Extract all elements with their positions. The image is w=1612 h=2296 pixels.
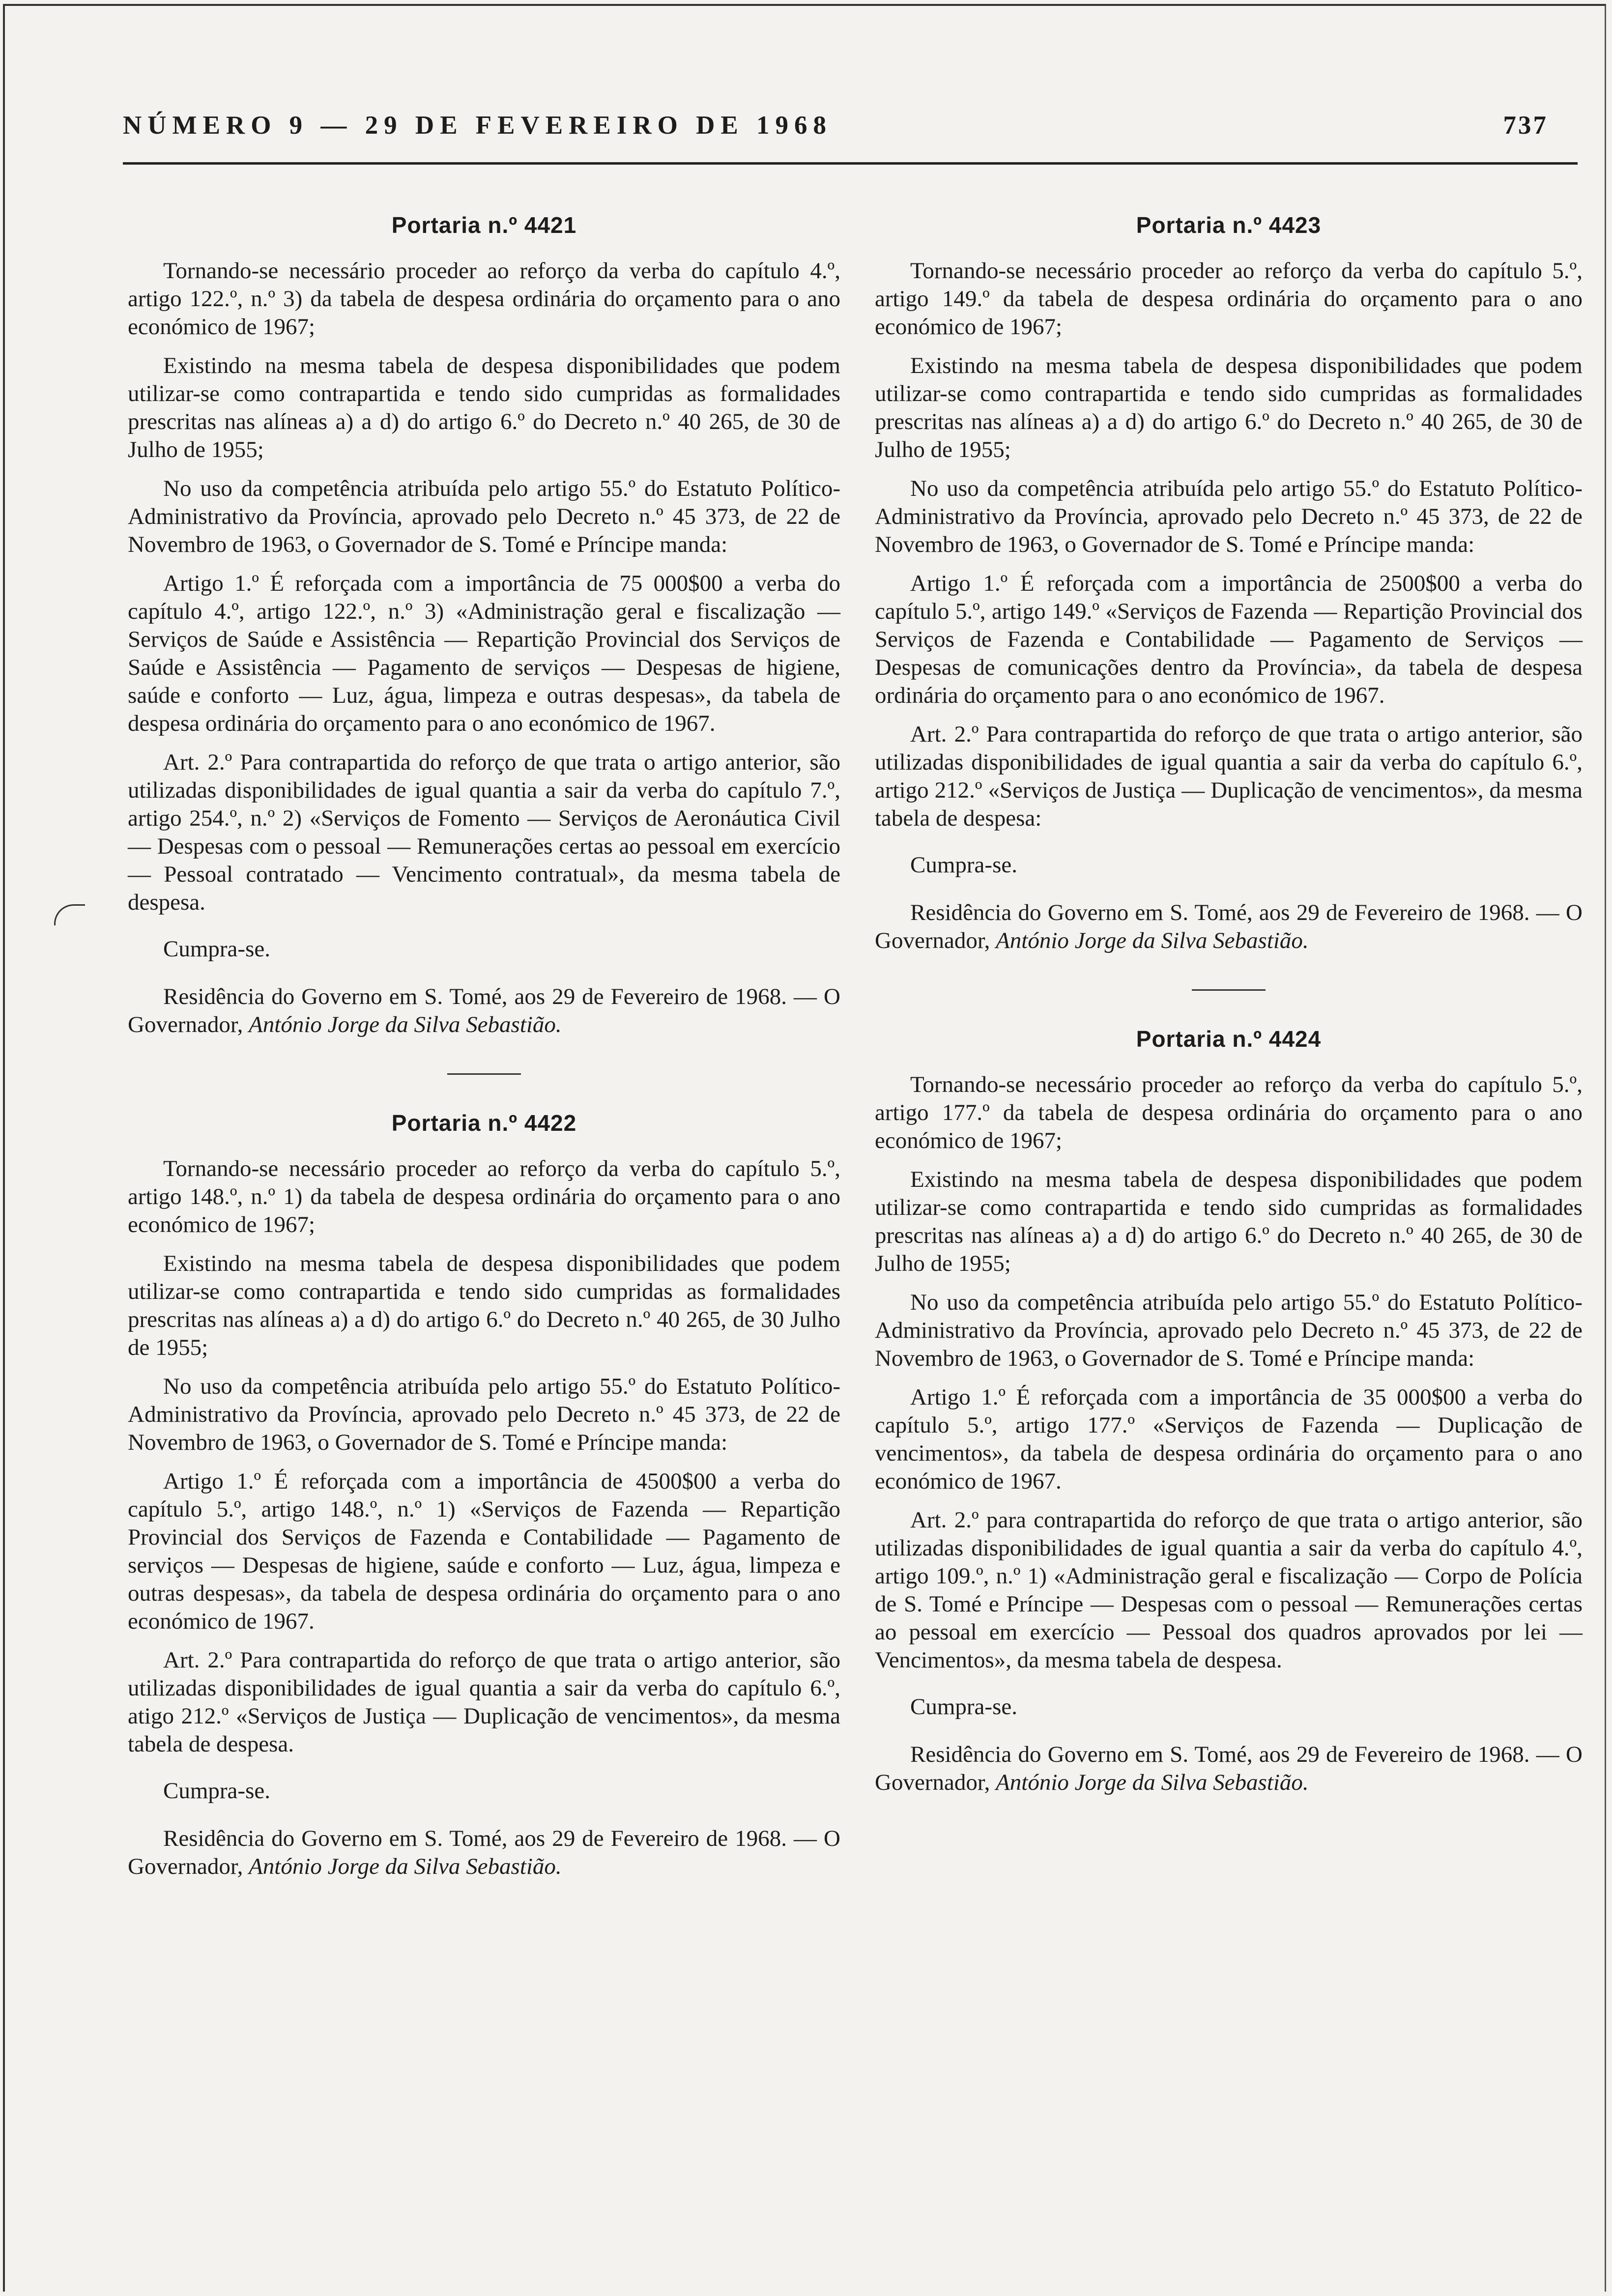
paragraph: Existindo na mesma tabela de despesa disponibilidades que podem utilizar-se como contrapartida e tendo sido cumpridas as formalidades prescritas nas alíneas a) a d) do artigo 6.º do Decreto n.º 40 265, de 30 Julho de 1955;: [128, 1251, 840, 1360]
paragraph: Existindo na mesma tabela de despesa disponibilidades que podem utilizar-se como contrapartida e tendo sido cumpridas as formalidades prescritas nas alíneas a) a d) do artigo 6.º do Decreto n.º 40 265, de 30 de Julho de 1955;: [875, 353, 1583, 462]
portaria-heading: Portaria n.º 4422: [391, 1110, 577, 1136]
paragraph: Artigo 1.º É reforçada com a importância de 4500$00 a verba do capítulo 5.º, artigo 148.º, n.º 1) «Serviços de Fazenda — Repartição Provincial dos Serviços de Fazenda e Contabilidade — Pagamento de serviços — Despesas de higiene, saúde e conforto — Luz, água, limpeza e outras despesas», da tabela de despesa ordinária do orçamento para o ano económico de 1967.: [128, 1468, 840, 1634]
portaria-4424: [875, 1025, 1583, 1797]
signature-line: [128, 983, 840, 1039]
paragraph: Tornando-se necessário proceder ao reforço da verba do capítulo 5.º, artigo 148.º, n.º 1) da tabela de despesa ordinária do orçamento para o ano económico de 1967;: [128, 1156, 840, 1237]
paragraph: Tornando-se necessário proceder ao reforço da verba do capítulo 5.º, artigo 177.º da tabela de despesa ordinária do orçamento para o ano económico de 1967;: [875, 1072, 1583, 1153]
signature-text: Residência do Governo em S. Tomé, aos 29 de Fevereiro de 1968. — O Governador,: [875, 900, 1583, 953]
page-header: [123, 111, 1548, 145]
portaria-heading: Portaria n.º 4424: [1136, 1026, 1322, 1052]
paragraph: No uso da competência atribuída pelo artigo 55.º do Estatuto Político-Administrativo da Província, aprovado pelo Decreto n.º 45 373, de 22 de Novembro de 1963, o Governador de S. Tomé e Príncipe manda:: [128, 476, 840, 557]
left-column: [128, 206, 840, 1881]
signature-line: [875, 899, 1583, 955]
cumpra-se: Cumpra-se.: [910, 852, 1017, 878]
paragraph: Existindo na mesma tabela de despesa disponibilidades que podem utilizar-se como contrapartida e tendo sido cumpridas as formalidades prescritas nas alíneas a) a d) do artigo 6.º do Decreto n.º 40 265, de 30 de Julho de 1955;: [128, 353, 840, 462]
paragraph: Tornando-se necessário proceder ao reforço da verba do capítulo 4.º, artigo 122.º, n.º 3) da tabela de despesa ordinária do orçamento para o ano económico de 1967;: [128, 258, 840, 340]
paragraph: No uso da competência atribuída pelo artigo 55.º do Estatuto Político-Administrativo da Província, aprovado pelo Decreto n.º 45 373, de 22 de Novembro de 1963, o Governador de S. Tomé e Príncipe manda:: [128, 1374, 840, 1455]
paragraph: Tornando-se necessário proceder ao reforço da verba do capítulo 5.º, artigo 149.º da tabela de despesa ordinária do orçamento para o ano económico de 1967;: [875, 258, 1583, 340]
portaria-heading: Portaria n.º 4421: [391, 212, 577, 238]
paragraph: Existindo na mesma tabela de despesa disponibilidades que podem utilizar-se como contrapartida e tendo sido cumpridas as formalidades prescritas nas alíneas a) a d) do artigo 6.º do Decreto n.º 40 265, de 30 de Julho de 1955;: [875, 1167, 1583, 1276]
cumpra-se: Cumpra-se.: [163, 936, 270, 962]
portaria-4421: [128, 211, 840, 1039]
signature-text: Residência do Governo em S. Tomé, aos 29 de Fevereiro de 1968. — O Governador,: [128, 984, 840, 1037]
paragraph: Art. 2.º Para contrapartida do reforço de que trata o artigo anterior, são utilizadas disponibilidades de igual quantia a sair da verba do capítulo 7.º, artigo 254.º, n.º 2) «Serviços de Fomento — Serviços de Aeronáutica Civil — Despesas com o pessoal — Remunerações certas ao pessoal em exercício — Pessoal contratado — Vencimento contratual», da mesma tabela de despesa.: [128, 749, 840, 915]
header-rule: [123, 162, 1578, 165]
signature-line: [128, 1825, 840, 1881]
section-separator: [447, 1073, 521, 1075]
section-separator: [1192, 989, 1266, 991]
paragraph: Artigo 1.º É reforçada com a importância de 2500$00 a verba do capítulo 5.º, artigo 149.º «Serviços de Fazenda — Repartição Provincial dos Serviços de Fazenda e Contabilidade — Pagamento de Serviços — Despesas de comunicações dentro da Província», da tabela de despesa ordinária do orçamento para o ano económico de 1967.: [875, 571, 1583, 708]
right-column: [875, 206, 1583, 1797]
paragraph: Art. 2.º Para contrapartida do reforço de que trata o artigo anterior, são utilizadas disponibilidades de igual quantia a sair da verba do capítulo 6.º, atigo 212.º «Serviços de Justiça — Duplicação de vencimentos», da mesma tabela de despesa.: [128, 1647, 840, 1757]
portaria-4422: [128, 1109, 840, 1881]
governor-name: António Jorge da Silva Sebastião.: [249, 1854, 562, 1879]
signature-line: [875, 1741, 1583, 1797]
paragraph: No uso da competência atribuída pelo artigo 55.º do Estatuto Político-Administrativo da Província, aprovado pelo Decreto n.º 45 373, de 22 de Novembro de 1963, o Governador de S. Tomé e Príncipe manda:: [875, 1290, 1583, 1371]
signature-text: Residência do Governo em S. Tomé, aos 29 de Fevereiro de 1968. — O Governador,: [128, 1826, 840, 1879]
paragraph: No uso da competência atribuída pelo artigo 55.º do Estatuto Político-Administrativo da Província, aprovado pelo Decreto n.º 45 373, de 22 de Novembro de 1963, o Governador de S. Tomé e Príncipe manda:: [875, 476, 1583, 557]
paragraph: Artigo 1.º É reforçada com a importância de 35 000$00 a verba do capítulo 5.º, artigo 177.º «Serviços de Fazenda — Duplicação de vencimentos», da tabela de despesa ordinária do orçamento para o ano económico de 1967.: [875, 1384, 1583, 1494]
portaria-4423: [875, 211, 1583, 955]
paragraph: Art. 2.º para contrapartida do reforço de que trata o artigo anterior, são utilizadas disponibilidades de igual quantia a sair da verba do capítulo 4.º, artigo 109.º, n.º 1) «Administração geral e fiscalização — Corpo de Polícia de S. Tomé e Príncipe — Despesas com o pessoal — Remunerações certas ao pessoal em exercício — Pessoal dos quadros aprovados por lei — Vencimentos», da mesma tabela de despesa.: [875, 1507, 1583, 1673]
paragraph: Art. 2.º Para contrapartida do reforço de que trata o artigo anterior, são utilizadas disponibilidades de igual quantia a sair da verba do capítulo 6.º, artigo 212.º «Serviços de Justiça — Duplicação de vencimentos», da mesma tabela de despesa:: [875, 721, 1583, 831]
signature-text: Residência do Governo em S. Tomé, aos 29 de Fevereiro de 1968. — O Governador,: [875, 1742, 1583, 1795]
governor-name: António Jorge da Silva Sebastião.: [996, 1770, 1309, 1795]
cumpra-se: Cumpra-se.: [163, 1778, 270, 1804]
page-number: 737: [1503, 111, 1548, 140]
governor-name: António Jorge da Silva Sebastião.: [249, 1012, 562, 1037]
governor-name: António Jorge da Silva Sebastião.: [996, 928, 1309, 953]
cumpra-se: Cumpra-se.: [910, 1694, 1017, 1720]
portaria-heading: Portaria n.º 4423: [1136, 212, 1322, 238]
issue-title: NÚMERO 9 — 29 DE FEVEREIRO DE 1968: [123, 111, 833, 140]
paragraph: Artigo 1.º É reforçada com a importância de 75 000$00 a verba do capítulo 4.º, artigo 122.º, n.º 3) «Administração geral e fiscalização — Serviços de Saúde e Assistência — Repartição Provincial dos Serviços de Saúde e Assistência — Pagamento de serviços — Despesas de higiene, saúde e conforto — Luz, água, limpeza e outras despesas», da tabela de despesa ordinária do orçamento para o ano económico de 1967.: [128, 571, 840, 736]
